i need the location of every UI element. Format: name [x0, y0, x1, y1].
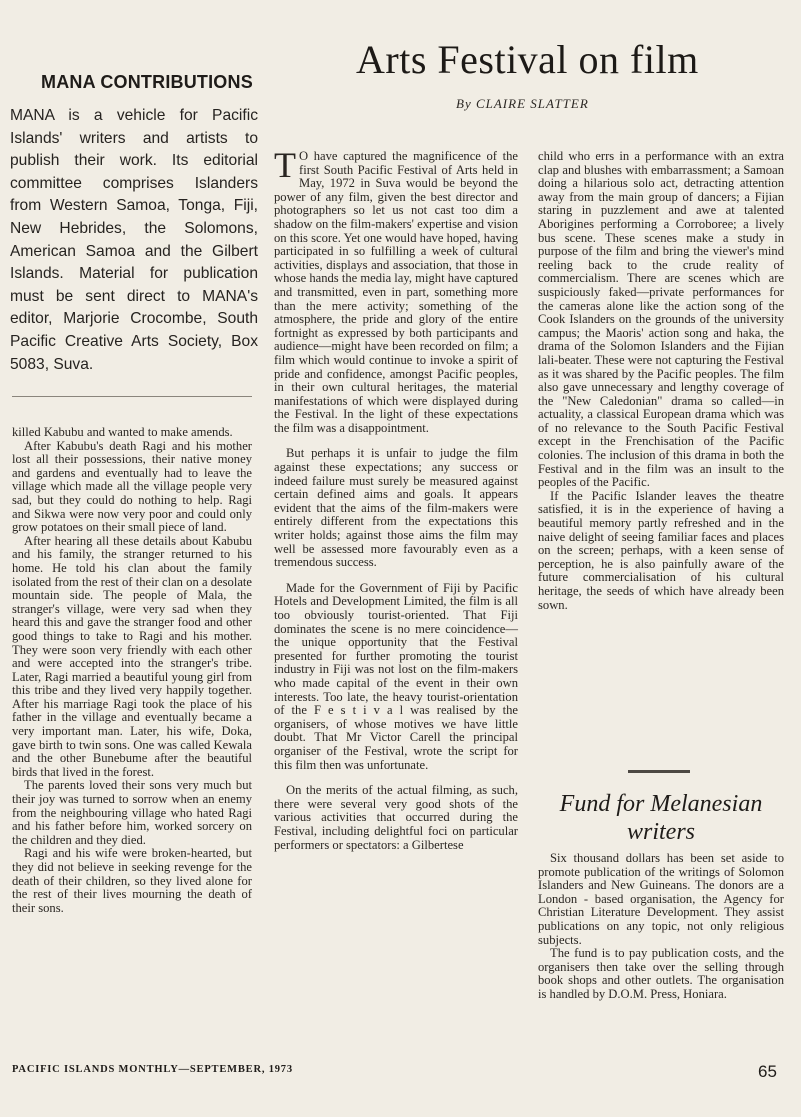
mana-sidebar [10, 72, 258, 376]
article-paragraph: But perhaps it is unfair to judge the film against these expectations; any success or indeed failure must surely be measured against certain defined aims and goals. It appears evident that the aims of the film-makers were entirely different from the expectations this writer holds; against those aims the film may well be assessed more favourably even as a tremendous success. [274, 446, 518, 570]
article-byline: By CLAIRE SLATTER [456, 96, 589, 111]
fund-paragraph: Six thousand dollars has been set aside to promote publication of the writings of Solomon Islanders and New Guineans. The donors are a London - based organisation, the Agency for Christian Literature Development. They assist publications on any topic, not only religious subjects. [538, 851, 784, 947]
sidebar-body: MANA is a vehicle for Pacific Islands' writers and artists to publish their work. Its editorial committee comprises Islanders from Western Samoa, Tonga, Fiji, New Hebrides, the Solomons, American Samoa and the Gilbert Islands. Material for publication must be sent direct to MANA's editor, Marjorie Crocombe, South Pacific Creative Arts Society, Box 5083, Suva. [10, 107, 258, 373]
story-paragraph: After hearing all these details about Kabubu and his family, the stranger returned to his home. He told his clan about the family isolated from the rest of their clan on a desolate mountain side. The people of Mala, the stranger's village, were very sad when they heard this and gave the stranger food and other good things to take to Ragi and his mother. They were soon very friendly with each other and were accepted into the stranger's tribe. Later, Ragi married a beautiful young girl from this tribe and they lived very happily together. After his marriage Ragi took the place of his father in the village and eventually became a very important man. Later, his wife, Doka, gave birth to twin sons. One was called Kewala and the other Bunebume after the beautiful birds that lived in the forest. [12, 533, 252, 779]
article-paragraph: Made for the Government of Fiji by Pacific Hotels and Development Limited, the film is all too obviously tourist-oriented. That Fiji dominates the scene is no mere coincidence—the unique opportunity that the Festival presented for further promoting the tourist industry in Fiji was not lost on the film-makers who made capital of the event in their own interests. Too late, the heavy tourist-orientation of the F e s t i v a l was realised by the organisers, of whose motives we have little doubt. That Mr Victor Carell the principal organiser of the Festival, wrote the script for this film then was unfortunate. [274, 580, 518, 772]
article-lead-text: O have captured the magnificence of the first South Pacific Festival of Arts held in May, 1972 in Suva would be beyond the power of any film, given the best director and photographers so let us not cast too dim a shadow on the film-makers' expertise and vision on this score. Yet one would have hoped, having participated in so fulfilling a week of cultural activities, displays and association, that those in whose hands the media lay, might have captured and transmitted, even in part, something more than the mere activity; something of the atmosphere, the pride and glory of the entire fortnight as expressed by both participants and audience—might have been recorded on film; a film which would continue to invoke a spirit of pride and confidence, amongst Pacific peoples, in their own cultural heritages, the material manifestations of which were displayed during the Festival. In the light of these expectations the film was a disappointment. [274, 149, 518, 435]
article-paragraph: On the merits of the actual filming, as such, there were several very good shots of the various activities that occurred during the Festival, including delightful foci on particular performers or spectators: a Gilbertese [274, 783, 518, 852]
article-paragraph [274, 145, 518, 435]
article-headline: Arts Festival on film [356, 37, 699, 82]
article-paragraph: child who errs in a performance with an extra clap and blushes with embarrassment; a Samoan doing a hilarious solo act, detracting attention away from the main group of dancers; a Fijian staring in puzzlement and awe at talented Aborigines performing a Corroboree; a lively bus scene. These scenes make a study in purpose of the film and bring the viewer's mind reeling back to the crude reality of commercialism. There are scenes which are suspiciously faked—private performances for the cameras alone like the action song of the Cook Islanders on the grounds of the university campus; the Maoris' action song and haka, the drama of the Solomon Islanders and the Fijian lali-beater. These were not capturing the Festival as it was shared by the Pacific peoples. The film also gave unnecessary and lengthy coverage of the "New Caledonian" drama so called—in actuality, a classical European drama which was of no relevance to the South Pacific Festival except in the Frenchisation of the Pacific colonies. The inclusion of this drama in both the Festival and in the film was an insult to the peoples of the Pacific. [538, 149, 784, 490]
article-paragraph: If the Pacific Islander leaves the theatre satisfied, it is in the experience of having a beautiful memory partly refreshed and in the naive delight of seeing familiar faces and places on the screen; perhaps, with a keen sense of perception, he is also painfully aware of the future commercialisation of his cultural heritage, the seeds of which have already been sown. [538, 488, 784, 612]
article-column-right [538, 150, 784, 612]
story-column [12, 426, 252, 915]
fund-article [538, 852, 784, 1002]
fund-paragraph: The fund is to pay publication costs, and the organisers then take over the selling through book shops and other outlets. The organisation is handled by D.O.M. Press, Honiara. [538, 946, 784, 1001]
story-paragraph: After Kabubu's death Ragi and his mother lost all their possessions, their native money and gardens and eventually had to leave the village which made all the village people very sad, but they could do nothing to help. Ragi and Sikwa were now very poor and could only grow potatoes on their small piece of land. [12, 438, 252, 535]
article-column-middle [274, 145, 518, 852]
fund-headline: Fund for Melanesian writers [559, 791, 763, 845]
sidebar-title: MANA CONTRIBUTIONS [41, 72, 253, 92]
drop-cap: T [274, 145, 296, 185]
story-paragraph: Ragi and his wife were broken-hearted, but they did not believe in seeking revenge for the death of their children, so they lived alone for the rest of their lives mourning the death of their sons. [12, 846, 252, 915]
story-paragraph: The parents loved their sons very much but their joy was turned to sorrow when an enemy from the neighbouring village who hated Ragi and his father before him, worked sorcery on the children and they died. [12, 778, 252, 847]
story-paragraph: killed Kabubu and wanted to make amends. [12, 425, 233, 439]
page-number: 65 [758, 1062, 777, 1081]
section-divider [628, 770, 690, 773]
footer-publication: PACIFIC ISLANDS MONTHLY—SEPTEMBER, 1973 [12, 1064, 293, 1075]
sidebar-divider [12, 396, 252, 397]
